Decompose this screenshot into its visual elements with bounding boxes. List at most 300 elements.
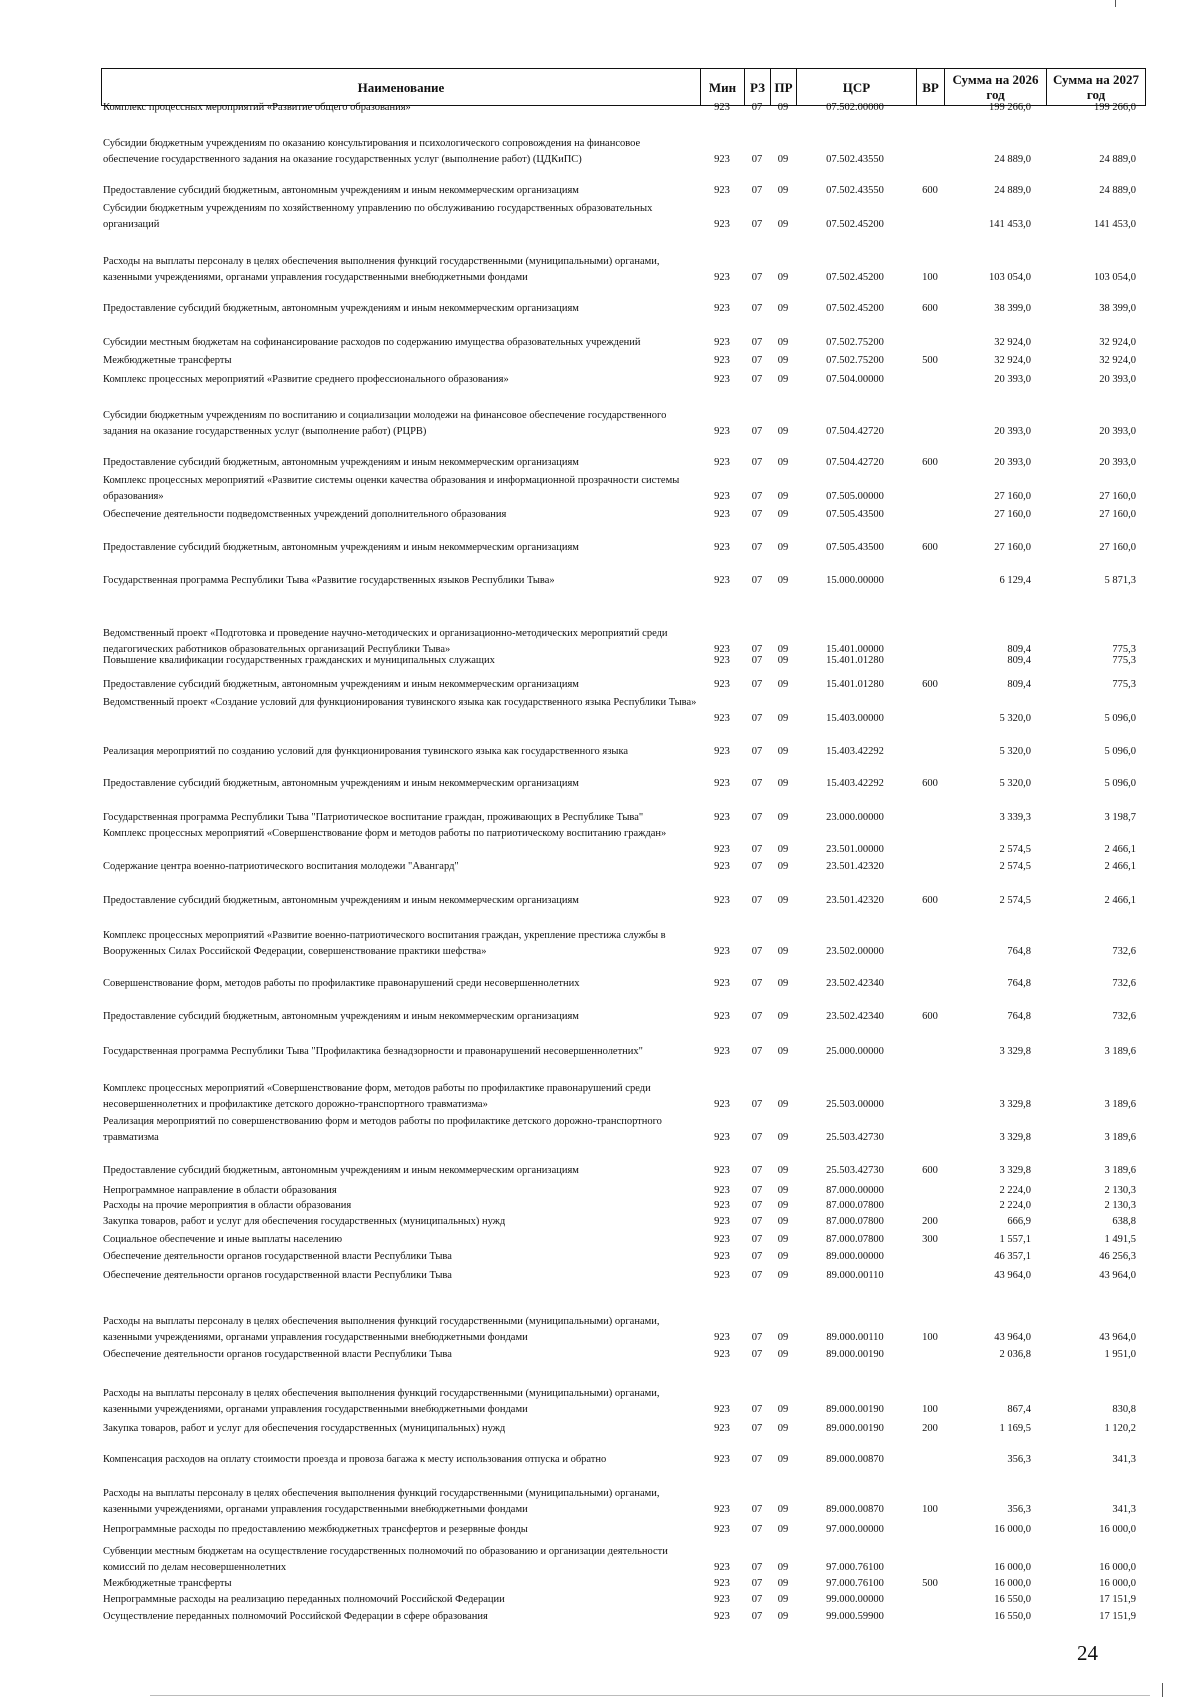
row-name: Субсидии бюджетным учреждениям по хозяйственному управлению по обслуживанию государственных образовательных организаций [103,203,653,230]
scan-mark [1115,0,1116,7]
row-sum-2026: 3 329,8 [999,1099,1031,1110]
row-csr: 99.000.00000 [826,1594,884,1605]
row-min: 923 [714,746,730,757]
row-rz: 07 [751,778,763,789]
header-rz: РЗ [744,68,770,106]
table-row [0,1214,1200,1230]
row-rz: 07 [751,1454,763,1465]
row-name: Комплекс процессных мероприятий «Развитие среднего профессионального образования» [103,374,509,385]
table-row [0,1314,1200,1346]
row-sum-2026: 27 160,0 [994,509,1031,520]
row-sum-2026: 46 357,1 [994,1251,1031,1262]
row-sum-2026: 2 224,0 [999,1200,1031,1211]
row-sum-2027: 32 924,0 [1099,355,1136,366]
row-name: Комплекс процессных мероприятий «Совершенствование форм, методов работы по профилактике правонарушений среди несовершеннолетних и профилактике детского дорожно-транспортного травматизма» [103,1083,651,1110]
row-name: Непрограммное направление в области образования [103,1185,337,1196]
row-rz: 07 [751,219,763,230]
row-min: 923 [714,1185,730,1196]
row-csr: 87.000.07800 [826,1200,884,1211]
row-pr: 09 [777,1234,789,1245]
row-name: Предоставление субсидий бюджетным, автономным учреждениям и иным некоммерческим организациям [103,778,579,789]
scan-mark [1162,1683,1163,1697]
table-row [0,1081,1200,1113]
row-pr: 09 [777,1216,789,1227]
row-name: Совершенствование форм, методов работы по профилактике правонарушений среди несовершеннолетних [103,978,580,989]
row-min: 923 [714,542,730,553]
row-sum-2026: 356,3 [1007,1504,1031,1515]
row-pr: 09 [777,219,789,230]
row-sum-2027: 1 951,0 [1104,1349,1136,1360]
row-csr: 87.000.07800 [826,1216,884,1227]
row-name: Непрограммные расходы по предоставлению межбюджетных трансфертов и резервные фонды [103,1524,528,1535]
row-vr: 100 [922,272,938,283]
row-vr: 200 [922,1216,938,1227]
row-rz: 07 [751,374,763,385]
row-sum-2027: 732,6 [1112,978,1136,989]
row-min: 923 [714,1200,730,1211]
row-sum-2026: 43 964,0 [994,1270,1031,1281]
table-row [0,455,1200,471]
row-csr: 99.000.59900 [826,1611,884,1622]
row-pr: 09 [777,1165,789,1176]
table-row [0,1486,1200,1518]
row-sum-2027: 775,3 [1112,644,1136,655]
table-row [0,928,1200,960]
row-rz: 07 [751,1165,763,1176]
row-sum-2027: 732,6 [1112,946,1136,957]
table-row [0,893,1200,909]
table-row [0,1249,1200,1265]
row-min: 923 [714,1423,730,1434]
row-sum-2027: 27 160,0 [1099,509,1136,520]
table-row [0,573,1200,589]
row-min: 923 [714,1332,730,1343]
row-vr: 100 [922,1404,938,1415]
row-csr: 07.502.75200 [826,355,884,366]
row-rz: 07 [751,1132,763,1143]
row-sum-2027: 16 000,0 [1099,1578,1136,1589]
row-csr: 15.401.01280 [826,655,884,666]
row-min: 923 [714,713,730,724]
table-row [0,100,1200,116]
row-pr: 09 [777,1011,789,1022]
row-min: 923 [714,1270,730,1281]
row-pr: 09 [777,491,789,502]
table-row [0,1592,1200,1608]
row-pr: 09 [777,1046,789,1057]
row-pr: 09 [777,812,789,823]
row-pr: 09 [777,426,789,437]
row-sum-2026: 5 320,0 [999,713,1031,724]
row-pr: 09 [777,154,789,165]
row-min: 923 [714,1011,730,1022]
row-pr: 09 [777,1454,789,1465]
row-vr: 500 [922,1578,938,1589]
row-csr: 89.000.00870 [826,1504,884,1515]
row-csr: 07.504.42720 [826,457,884,468]
table-row [0,744,1200,760]
row-min: 923 [714,457,730,468]
row-sum-2027: 5 871,3 [1104,575,1136,586]
row-pr: 09 [777,1594,789,1605]
row-sum-2026: 3 339,3 [999,812,1031,823]
row-min: 923 [714,1046,730,1057]
row-rz: 07 [751,1046,763,1057]
row-vr: 100 [922,1332,938,1343]
row-min: 923 [714,272,730,283]
row-pr: 09 [777,644,789,655]
row-sum-2026: 16 550,0 [994,1611,1031,1622]
row-pr: 09 [777,355,789,366]
row-rz: 07 [751,713,763,724]
row-min: 923 [714,1349,730,1360]
row-min: 923 [714,1234,730,1245]
row-sum-2026: 199 266,0 [989,102,1031,113]
row-min: 923 [714,1165,730,1176]
table-row [0,372,1200,388]
row-sum-2027: 38 399,0 [1099,303,1136,314]
row-csr: 07.504.00000 [826,374,884,385]
table-row [0,1198,1200,1214]
row-csr: 87.000.07800 [826,1234,884,1245]
row-name: Субсидии местным бюджетам на софинансирование расходов по содержанию имущества образовательных учреждений [103,337,641,348]
row-pr: 09 [777,272,789,283]
header-sum-2027: Сумма на 2027 год [1046,68,1146,106]
row-sum-2026: 1 169,5 [999,1423,1031,1434]
row-sum-2027: 3 189,6 [1104,1165,1136,1176]
row-sum-2026: 6 129,4 [999,575,1031,586]
row-pr: 09 [777,575,789,586]
row-sum-2026: 32 924,0 [994,337,1031,348]
row-csr: 07.502.43550 [826,185,884,196]
row-name: Предоставление субсидий бюджетным, автономным учреждениям и иным некоммерческим организациям [103,185,579,196]
row-sum-2027: 17 151,9 [1099,1611,1136,1622]
row-rz: 07 [751,1234,763,1245]
row-csr: 07.504.42720 [826,426,884,437]
row-rz: 07 [751,1099,763,1110]
row-sum-2027: 2 466,1 [1104,861,1136,872]
row-min: 923 [714,185,730,196]
table-row [0,473,1200,505]
row-rz: 07 [751,509,763,520]
row-csr: 23.501.42320 [826,895,884,906]
row-sum-2027: 3 198,7 [1104,812,1136,823]
row-name: Ведомственный проект «Создание условий для функционирования тувинского языка как государственного языка Республики Тыва» [103,697,697,708]
row-vr: 600 [922,1011,938,1022]
row-sum-2027: 20 393,0 [1099,426,1136,437]
row-sum-2026: 24 889,0 [994,185,1031,196]
row-csr: 07.502.45200 [826,272,884,283]
row-sum-2026: 2 574,5 [999,895,1031,906]
row-name: Компенсация расходов на оплату стоимости проезда и провоза багажа к месту использования отпуска и обратно [103,1454,607,1465]
row-min: 923 [714,812,730,823]
row-name: Реализация мероприятий по созданию условий для функционирования тувинского языка как государственного языка [103,746,629,757]
row-pr: 09 [777,337,789,348]
row-name: Расходы на прочие мероприятия в области образования [103,1200,352,1211]
row-sum-2027: 1 491,5 [1104,1234,1136,1245]
row-sum-2026: 16 000,0 [994,1578,1031,1589]
table-row [0,1609,1200,1625]
table-row [0,353,1200,369]
row-name: Повышение квалификации государственных гражданских и муниципальных служащих [103,655,495,666]
row-sum-2026: 43 964,0 [994,1332,1031,1343]
table-row [0,776,1200,792]
row-rz: 07 [751,1423,763,1434]
row-name: Предоставление субсидий бюджетным, автономным учреждениям и иным некоммерческим организациям [103,303,579,314]
row-rz: 07 [751,978,763,989]
row-sum-2026: 2 574,5 [999,861,1031,872]
row-sum-2026: 3 329,8 [999,1046,1031,1057]
row-pr: 09 [777,1185,789,1196]
row-sum-2026: 356,3 [1007,1454,1031,1465]
row-name: Государственная программа Республики Тыва «Развитие государственных языков Республики Тыва» [103,575,555,586]
row-min: 923 [714,1611,730,1622]
row-pr: 09 [777,861,789,872]
table-row [0,201,1200,233]
row-sum-2027: 43 964,0 [1099,1332,1136,1343]
row-pr: 09 [777,679,789,690]
row-rz: 07 [751,655,763,666]
row-sum-2027: 2 130,3 [1104,1200,1136,1211]
row-vr: 500 [922,355,938,366]
row-min: 923 [714,1454,730,1465]
row-csr: 07.502.75200 [826,337,884,348]
row-rz: 07 [751,1200,763,1211]
header-name: Наименование [101,68,700,106]
row-rz: 07 [751,946,763,957]
row-sum-2027: 732,6 [1112,1011,1136,1022]
row-csr: 23.502.00000 [826,946,884,957]
row-name: Предоставление субсидий бюджетным, автономным учреждениям и иным некоммерческим организациям [103,895,579,906]
table-row [0,335,1200,351]
row-pr: 09 [777,1332,789,1343]
row-min: 923 [714,778,730,789]
table-row [0,1114,1200,1146]
page-number: 24 [1077,1641,1098,1665]
row-name: Обеспечение деятельности подведомственных учреждений дополнительного образования [103,509,507,520]
row-sum-2026: 3 329,8 [999,1132,1031,1143]
row-sum-2026: 2 224,0 [999,1185,1031,1196]
row-pr: 09 [777,655,789,666]
row-csr: 89.000.00110 [826,1270,884,1281]
row-pr: 09 [777,1504,789,1515]
table-row [0,1163,1200,1179]
row-sum-2027: 46 256,3 [1099,1251,1136,1262]
row-pr: 09 [777,303,789,314]
row-min: 923 [714,978,730,989]
row-name: Обеспечение деятельности органов государственной власти Республики Тыва [103,1251,452,1262]
row-sum-2027: 775,3 [1112,679,1136,690]
row-name: Государственная программа Республики Тыва "Патриотическое воспитание граждан, проживающих в Республике Тыва" [103,812,644,823]
row-vr: 600 [922,778,938,789]
header-min: Мин [700,68,744,106]
header-sum-2026: Сумма на 2026 год [944,68,1046,106]
row-min: 923 [714,861,730,872]
row-rz: 07 [751,355,763,366]
row-rz: 07 [751,1270,763,1281]
row-sum-2026: 5 320,0 [999,746,1031,757]
row-pr: 09 [777,374,789,385]
row-name: Ведомственный проект «Подготовка и проведение научно-методических и организационно-методических мероприятий среди педагогических работников образовательных организаций Республики Тыва» [103,628,668,655]
row-sum-2026: 809,4 [1007,655,1031,666]
table-row [0,1183,1200,1199]
row-csr: 07.502.43550 [826,154,884,165]
row-min: 923 [714,1504,730,1515]
row-min: 923 [714,219,730,230]
row-sum-2026: 20 393,0 [994,457,1031,468]
row-csr: 97.000.00000 [826,1524,884,1535]
row-name: Расходы на выплаты персоналу в целях обеспечения выполнения функций государственными (муниципальными) органами, казенными учреждениями, органами управления государственными внебюджетными фондами [103,1488,660,1515]
row-csr: 15.403.00000 [826,713,884,724]
row-name: Обеспечение деятельности органов государственной власти Республики Тыва [103,1270,452,1281]
table-row [0,677,1200,693]
table-row [0,1044,1200,1060]
row-min: 923 [714,355,730,366]
row-sum-2027: 5 096,0 [1104,746,1136,757]
row-min: 923 [714,1251,730,1262]
row-rz: 07 [751,272,763,283]
row-csr: 07.502.45200 [826,219,884,230]
table-row [0,1576,1200,1592]
row-sum-2026: 24 889,0 [994,154,1031,165]
row-min: 923 [714,946,730,957]
row-sum-2027: 16 000,0 [1099,1524,1136,1535]
row-sum-2027: 32 924,0 [1099,337,1136,348]
row-sum-2026: 16 550,0 [994,1594,1031,1605]
row-sum-2027: 141 453,0 [1094,219,1136,230]
row-csr: 07.502.00000 [826,102,884,113]
row-sum-2026: 38 399,0 [994,303,1031,314]
row-sum-2027: 341,3 [1112,1454,1136,1465]
table-row [0,976,1200,992]
table-row [0,810,1200,826]
row-min: 923 [714,491,730,502]
row-rz: 07 [751,337,763,348]
row-rz: 07 [751,812,763,823]
row-min: 923 [714,337,730,348]
row-sum-2027: 27 160,0 [1099,491,1136,502]
scan-edge-line [150,1695,1150,1696]
row-pr: 09 [777,978,789,989]
row-rz: 07 [751,861,763,872]
row-pr: 09 [777,1200,789,1211]
row-csr: 89.000.00190 [826,1423,884,1434]
row-name: Комплекс процессных мероприятий «Совершенствование форм и методов работы по патриотическому воспитанию граждан» [103,828,667,839]
row-rz: 07 [751,426,763,437]
row-rz: 07 [751,1562,763,1573]
row-name: Предоставление субсидий бюджетным, автономным учреждениям и иным некоммерческим организациям [103,457,579,468]
row-csr: 89.000.00000 [826,1251,884,1262]
table-row [0,1009,1200,1025]
row-sum-2026: 27 160,0 [994,491,1031,502]
row-sum-2027: 5 096,0 [1104,778,1136,789]
row-min: 923 [714,426,730,437]
row-sum-2026: 32 924,0 [994,355,1031,366]
row-name: Субсидии бюджетным учреждениям по воспитанию и социализации молодежи на финансовое обеспечение государственного задания на оказание государственных услуг (выполнение работ) (РЦРВ) [103,410,667,437]
row-sum-2026: 2 574,5 [999,844,1031,855]
row-name: Обеспечение деятельности органов государственной власти Республики Тыва [103,1349,452,1360]
row-rz: 07 [751,1332,763,1343]
row-sum-2027: 775,3 [1112,655,1136,666]
row-name: Межбюджетные трансферты [103,1578,232,1589]
row-sum-2027: 2 466,1 [1104,844,1136,855]
row-pr: 09 [777,1562,789,1573]
row-sum-2027: 20 393,0 [1099,457,1136,468]
row-csr: 25.503.00000 [826,1099,884,1110]
row-pr: 09 [777,1404,789,1415]
row-csr: 07.505.43500 [826,542,884,553]
row-min: 923 [714,1404,730,1415]
row-sum-2026: 764,8 [1007,978,1031,989]
row-rz: 07 [751,679,763,690]
row-csr: 89.000.00870 [826,1454,884,1465]
table-row [0,507,1200,523]
row-rz: 07 [751,644,763,655]
table-row [0,695,1200,727]
row-sum-2026: 764,8 [1007,946,1031,957]
row-min: 923 [714,844,730,855]
row-rz: 07 [751,1251,763,1262]
row-vr: 100 [922,1504,938,1515]
row-sum-2027: 5 096,0 [1104,713,1136,724]
row-min: 923 [714,1578,730,1589]
row-name: Государственная программа Республики Тыва "Профилактика безнадзорности и правонарушений несовершеннолетних" [103,1046,643,1057]
row-min: 923 [714,303,730,314]
row-name: Закупка товаров, работ и услуг для обеспечения государственных (муниципальных) нужд [103,1216,506,1227]
row-sum-2027: 24 889,0 [1099,185,1136,196]
table-row [0,1522,1200,1538]
row-min: 923 [714,1562,730,1573]
row-name: Социальное обеспечение и иные выплаты населению [103,1234,343,1245]
table-row [0,183,1200,199]
row-rz: 07 [751,1404,763,1415]
row-sum-2026: 5 320,0 [999,778,1031,789]
row-csr: 15.403.42292 [826,746,884,757]
row-sum-2027: 638,8 [1112,1216,1136,1227]
row-sum-2026: 3 329,8 [999,1165,1031,1176]
row-sum-2027: 3 189,6 [1104,1132,1136,1143]
row-pr: 09 [777,946,789,957]
row-sum-2027: 1 120,2 [1104,1423,1136,1434]
row-min: 923 [714,1594,730,1605]
row-vr: 600 [922,679,938,690]
row-pr: 09 [777,1611,789,1622]
row-vr: 600 [922,457,938,468]
row-name: Содержание центра военно-патриотического воспитания молодежи "Авангард" [103,861,459,872]
row-rz: 07 [751,102,763,113]
table-row [0,1386,1200,1418]
row-name: Субвенции местным бюджетам на осуществление государственных полномочий по образованию и организации деятельности комиссий по делам несовершеннолетних [103,1546,668,1573]
row-csr: 23.501.42320 [826,861,884,872]
row-pr: 09 [777,102,789,113]
header-vr: ВР [916,68,944,106]
row-sum-2027: 3 189,6 [1104,1099,1136,1110]
row-csr: 23.502.42340 [826,1011,884,1022]
table-row [0,136,1200,168]
row-csr: 15.000.00000 [826,575,884,586]
row-csr: 25.000.00000 [826,1046,884,1057]
row-name: Расходы на выплаты персоналу в целях обеспечения выполнения функций государственными (муниципальными) органами, казенными учреждениями, органами управления государственными внебюджетными фондами [103,1316,660,1343]
row-sum-2026: 141 453,0 [989,219,1031,230]
row-name: Расходы на выплаты персоналу в целях обеспечения выполнения функций государственными (муниципальными) органами, казенными учреждениями, органами управления государственными внебюджетными фондами [103,256,660,283]
row-csr: 97.000.76100 [826,1578,884,1589]
row-rz: 07 [751,457,763,468]
header-csr: ЦСР [796,68,916,106]
row-vr: 600 [922,895,938,906]
row-sum-2026: 103 054,0 [989,272,1031,283]
row-name: Предоставление субсидий бюджетным, автономным учреждениям и иным некоммерческим организациям [103,679,579,690]
row-rz: 07 [751,746,763,757]
